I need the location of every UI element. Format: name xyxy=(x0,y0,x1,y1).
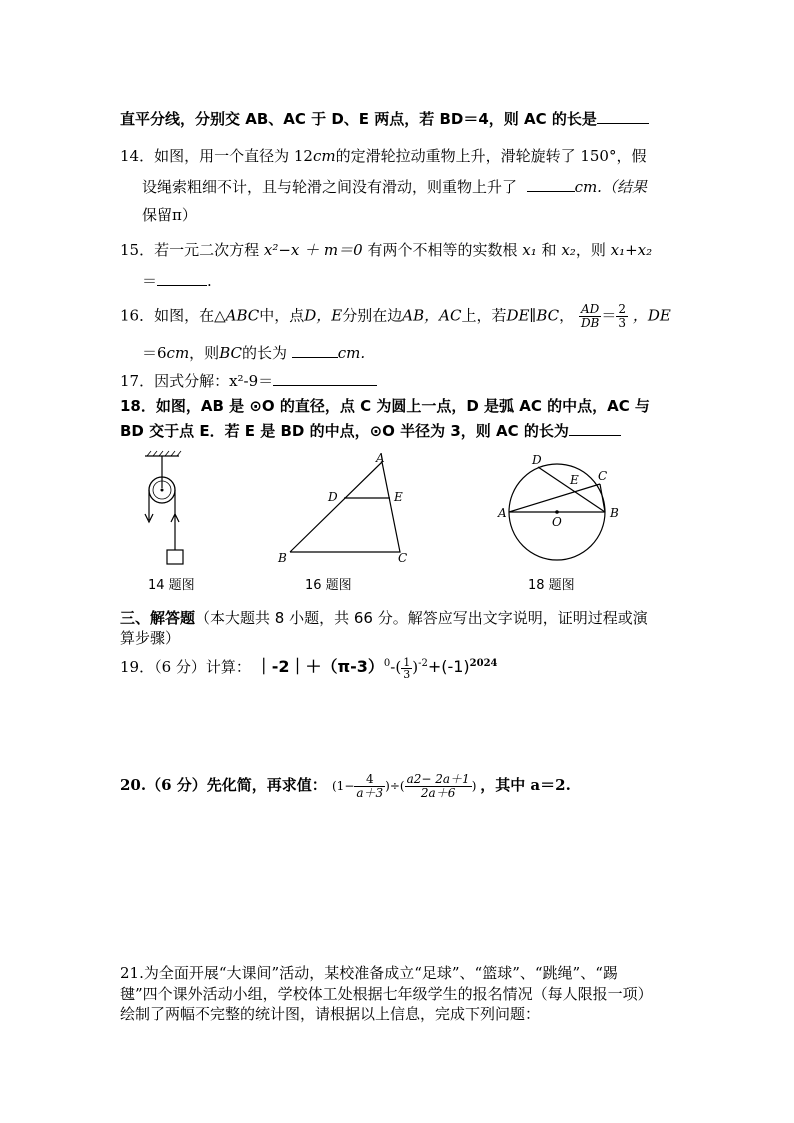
q21-line2: 毽”四个课外活动小组，学校体工处根据七年级学生的报名情况（每人限报一项） xyxy=(120,985,653,1003)
q21-line3: 绘制了两幅不完整的统计图，请根据以上信息，完成下列问题： xyxy=(120,1005,541,1023)
label-b: B xyxy=(278,551,287,565)
answer-blank-13[interactable] xyxy=(597,108,649,124)
q20-expression: (1− $\frac{4}{a+3}$ )÷( $\frac{a2- 2a+1}{2a+6}$ ) xyxy=(332,772,477,800)
q14-line3: 保留π） xyxy=(142,206,197,224)
frac-4-over-a3: $\frac{4}{a+3}$ xyxy=(356,772,384,800)
answer-blank-15[interactable] xyxy=(157,270,207,286)
label-e: E xyxy=(570,473,579,487)
triangle-abc xyxy=(290,462,400,552)
q14-line1: 14．如图，用一个直径为 12cm的定滑轮拉动重物上升，滑轮旋转了 150°，假 xyxy=(120,147,647,165)
fig14-pulley-diagram xyxy=(135,450,195,570)
q18-line2: BD 交于点 E．若 E 是 BD 的中点，⊙O 半径为 3，则 AC 的长为 xyxy=(120,420,621,441)
ad-db-fraction: $\frac{AD}{DB}$ xyxy=(580,302,600,330)
answer-blank-17[interactable] xyxy=(273,370,377,386)
q16-line2: ＝6cm，则BC的长为 cm. xyxy=(142,344,366,362)
ceiling-hatch xyxy=(147,451,181,456)
q19-line: 19．（6 分）计算： $|-2|+(\pi-3)^0-$( $\frac{1}{3}$ )$^{-2}+(-1)^{2024}$ xyxy=(120,655,498,681)
q15-line1: 15．若一元二次方程 x²−x ＋ m＝0 有两个不相等的实数根 x₁ 和 x₂，则 x₁+x₂ xyxy=(120,241,653,259)
section3-header-line2: 算步骤） xyxy=(120,629,181,647)
label-d: D xyxy=(532,453,542,467)
frac-a2-over-2a6: $\frac{a2- 2a+1}{2a+6}$ xyxy=(406,772,470,800)
two-thirds-fraction: $\frac{2}{3}$ xyxy=(618,302,627,330)
label-o: O xyxy=(552,515,562,529)
label-b: B xyxy=(610,506,619,520)
label-e: E xyxy=(394,490,403,504)
q15-line2: ＝ . xyxy=(142,272,212,290)
weight-box xyxy=(167,550,183,564)
label-c: C xyxy=(598,469,608,483)
label-a: A xyxy=(376,451,385,465)
q21-line1: 21.为全面开展“大课间”活动，某校准备成立“足球”、“篮球”、“跳绳”、“踢 xyxy=(120,964,618,982)
q17-line: 17．因式分解：x²-9＝ xyxy=(120,370,377,391)
label-a: A xyxy=(498,506,507,520)
chord-bc xyxy=(600,484,605,512)
fig18-circle-diagram xyxy=(492,450,632,570)
q18-line1: 18．如图，AB 是 ⊙O 的直径，点 C 为圆上一点，D 是弧 AC 的中点，AC 与 xyxy=(120,397,650,415)
pulley-axle xyxy=(161,489,164,492)
label-d: D xyxy=(328,490,338,504)
q16-line1: 16．如图，在△ABC中，点D，E分别在边AB，AC上，若DE∥BC， $\frac{AD}{DB}$ ＝ $\frac{2}{3}$ ，DE xyxy=(120,302,671,330)
one-third-fraction: $\frac{1}{3}$ xyxy=(403,655,411,681)
answer-blank-18[interactable] xyxy=(569,420,621,436)
fig14-caption: 14 题图 xyxy=(148,578,195,593)
center-dot xyxy=(555,510,559,514)
fig16-caption: 16 题图 xyxy=(305,578,352,593)
answer-blank-16[interactable] xyxy=(292,342,338,358)
q20-line: 20.（6 分）先化简，再求值： (1− $\frac{4}{a+3}$ )÷( $\frac{a2- 2a+1}{2a+6}$ ) ，其中 a＝2. xyxy=(120,772,571,800)
label-c: C xyxy=(398,551,408,565)
section3-header: 三、解答题（本大题共 8 小题，共 66 分。解答应写出文字说明，证明过程或演 xyxy=(120,609,648,627)
q13-continuation: 直平分线，分别交 AB、AC 于 D、E 两点，若 BD＝4，则 AC 的长是 xyxy=(120,108,649,129)
answer-blank-14[interactable] xyxy=(527,176,575,192)
fig18-caption: 18 题图 xyxy=(528,578,575,593)
q14-line2: 设绳索粗细不计，且与轮滑之间没有滑动，则重物上升了 cm.（结果 xyxy=(142,178,647,196)
chord-ac xyxy=(509,484,600,512)
fig16-triangle-diagram xyxy=(270,450,420,570)
